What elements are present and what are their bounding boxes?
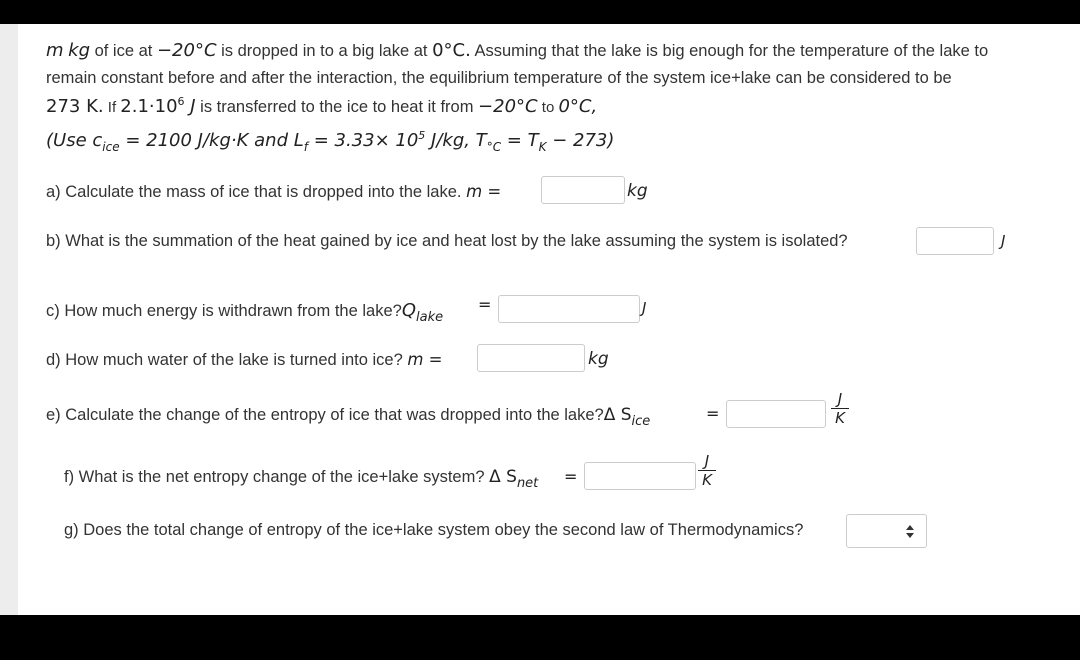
question-a bbox=[46, 182, 501, 202]
math-text: = 2100 J/kg·K and L bbox=[119, 130, 304, 151]
unit-denominator: K bbox=[702, 471, 712, 489]
math-subscript: f bbox=[303, 140, 308, 154]
math-text: = 3.33× 10 bbox=[307, 130, 419, 151]
problem-text: to bbox=[537, 99, 559, 116]
math-subscript: lake bbox=[415, 310, 444, 325]
math-kg: kg bbox=[68, 40, 90, 61]
problem-text: Assuming that the lake is big enough for the temperature of the lake to bbox=[470, 42, 989, 60]
question-d-var: m = bbox=[407, 350, 443, 369]
math-exponent: 5 bbox=[418, 129, 426, 142]
unit-j-per-k bbox=[830, 390, 850, 427]
unit-numerator: J bbox=[837, 390, 843, 408]
math-temp: 0°C. bbox=[432, 40, 471, 61]
equals-sign: = bbox=[478, 295, 492, 314]
unit-kg: kg bbox=[627, 181, 648, 201]
question-d bbox=[46, 350, 443, 370]
question-g-text: g) Does the total change of entropy of the ice+lake system obey the second law of Thermodynamics? bbox=[64, 521, 804, 539]
math-273k: 273 K. bbox=[46, 96, 104, 117]
answer-b-input[interactable] bbox=[916, 227, 994, 255]
unit-kg: kg bbox=[588, 349, 609, 369]
equals-sign: = bbox=[706, 404, 720, 423]
math-text: − 273) bbox=[546, 130, 615, 151]
answer-g-select[interactable] bbox=[846, 514, 927, 548]
question-panel bbox=[0, 24, 1080, 615]
math-temp: −20°C bbox=[478, 96, 538, 117]
math-joule: J bbox=[184, 96, 196, 117]
problem-text: is transferred to the ice to heat it from bbox=[195, 98, 479, 116]
unit-j: J bbox=[1001, 232, 1006, 250]
left-margin-bar bbox=[0, 24, 18, 615]
math-text: J/kg, T bbox=[425, 130, 487, 151]
math-subscript: ice bbox=[631, 414, 651, 429]
question-e bbox=[46, 405, 651, 429]
problem-text: of ice at bbox=[90, 42, 157, 60]
unit-j: J bbox=[642, 299, 647, 317]
problem-text: is dropped in to a big lake at bbox=[216, 42, 433, 60]
question-a-var: m = bbox=[466, 182, 502, 201]
unit-denominator: K bbox=[835, 409, 845, 427]
question-f bbox=[64, 467, 539, 491]
math-temp: 0°C, bbox=[558, 96, 598, 117]
answer-c-input[interactable] bbox=[498, 295, 640, 323]
answer-e-input[interactable] bbox=[726, 400, 826, 428]
problem-line-3 bbox=[46, 96, 597, 117]
question-f-var: Δ S bbox=[489, 467, 517, 487]
math-text: (Use c bbox=[46, 130, 103, 151]
problem-line-1 bbox=[46, 40, 988, 61]
question-e-var: Δ S bbox=[603, 405, 632, 425]
question-b-text: b) What is the summation of the heat gained by ice and heat lost by the lake assuming the system is isolated? bbox=[46, 232, 848, 250]
answer-a-input[interactable] bbox=[541, 176, 625, 204]
math-subscript: net bbox=[516, 476, 539, 491]
question-f-text: f) What is the net entropy change of the ice+lake system? bbox=[64, 468, 490, 486]
question-e-text: e) Calculate the change of the entropy of ice that was dropped into the lake? bbox=[46, 406, 604, 424]
question-c-var: Q bbox=[401, 300, 416, 321]
unit-j-per-k bbox=[697, 452, 717, 489]
question-d-text: d) How much water of the lake is turned into ice? bbox=[46, 351, 408, 369]
problem-line-2: remain constant before and after the interaction, the equilibrium temperature of the system ice+lake can be considered to be bbox=[46, 69, 952, 87]
math-text: = T bbox=[501, 130, 539, 151]
equals-sign: = bbox=[564, 467, 578, 486]
math-value: 2.1·10 bbox=[120, 96, 178, 117]
math-temp: −20°C bbox=[156, 40, 217, 61]
math-m: m bbox=[46, 40, 64, 61]
math-exponent: 6 bbox=[177, 95, 185, 108]
math-subscript: °C bbox=[486, 140, 502, 154]
problem-line-4 bbox=[46, 129, 615, 154]
unit-numerator: J bbox=[704, 452, 710, 470]
answer-d-input[interactable] bbox=[477, 344, 585, 372]
answer-f-input[interactable] bbox=[584, 462, 696, 490]
math-subscript: ice bbox=[102, 140, 120, 154]
question-a-text: a) Calculate the mass of ice that is dropped into the lake. bbox=[46, 183, 467, 201]
question-c-text: c) How much energy is withdrawn from the lake? bbox=[46, 302, 402, 320]
math-subscript: K bbox=[538, 140, 547, 154]
updown-arrows-icon bbox=[906, 522, 916, 540]
question-c bbox=[46, 300, 444, 325]
problem-text: If bbox=[103, 99, 121, 116]
